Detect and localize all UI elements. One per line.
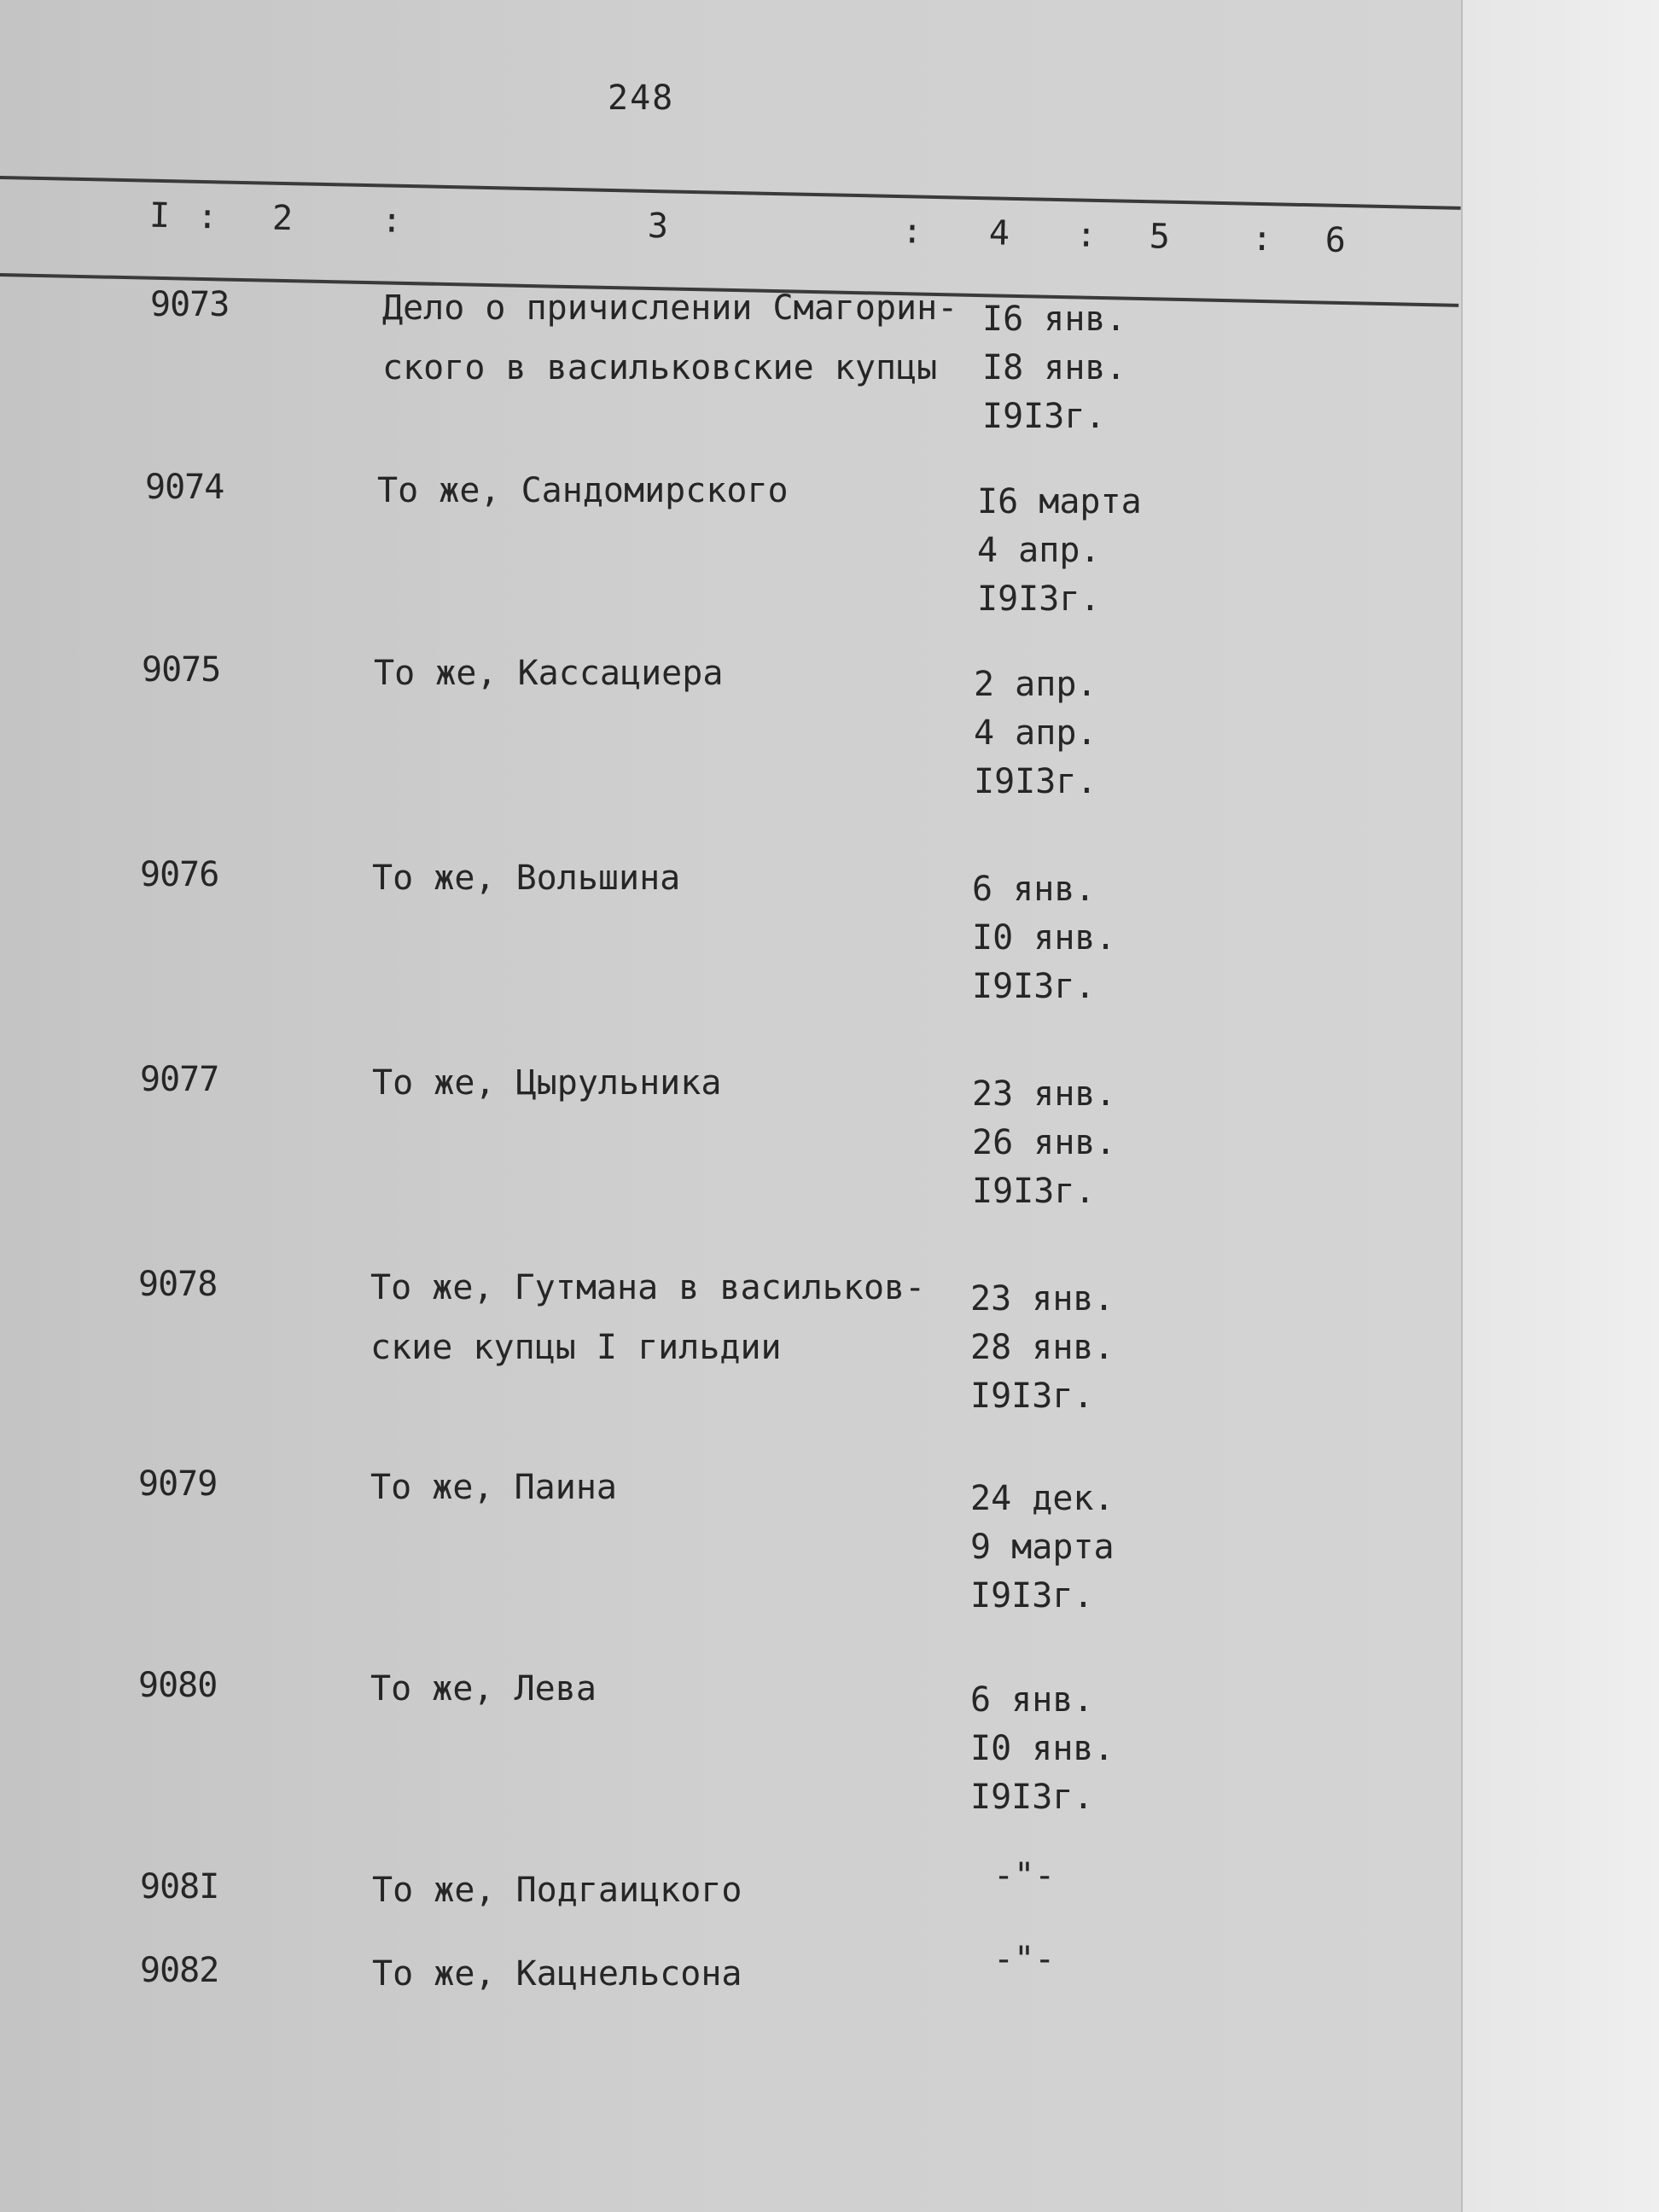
- record-date-line: I8 янв.: [982, 348, 1126, 387]
- record-number: 9078: [138, 1265, 218, 1304]
- record-title-line: То же, Цырульника: [372, 1063, 722, 1103]
- record-number: 9079: [138, 1464, 218, 1504]
- record-title: [370, 1258, 925, 1377]
- column-header-separator: :: [381, 201, 403, 241]
- page-number: 248: [608, 79, 675, 118]
- record-dates: [982, 295, 1126, 441]
- record-date-line: I0 янв.: [970, 1729, 1115, 1768]
- record-title: [370, 1458, 617, 1517]
- column-header-4: 4: [988, 213, 1010, 253]
- record-dates: [993, 1852, 1055, 1901]
- column-header-5: 5: [1149, 217, 1171, 257]
- record-number: 9075: [142, 650, 221, 690]
- record-date-line: 26 янв.: [972, 1123, 1116, 1162]
- record-dates: [977, 478, 1142, 624]
- record-date-line: 23 янв.: [972, 1074, 1116, 1114]
- column-header-1: I: [148, 195, 171, 236]
- record-number: 908I: [140, 1867, 219, 1906]
- record-title-line: То же, Паина: [370, 1468, 617, 1507]
- column-header-3: 3: [647, 206, 669, 247]
- record-date-line: 9 марта: [970, 1528, 1115, 1567]
- record-title-line: То же, Гутмана в васильков-: [370, 1268, 926, 1307]
- record-dates: [970, 1275, 1115, 1421]
- column-header-separator: :: [1251, 218, 1273, 259]
- record-date-line: 23 янв.: [970, 1279, 1115, 1318]
- record-date-line: 4 апр.: [974, 713, 1097, 753]
- record-date-line: I6 марта: [977, 482, 1142, 521]
- record-date-line: 6 янв.: [970, 1680, 1094, 1720]
- record-date-line: 2 апр.: [974, 665, 1097, 704]
- record-dates: [974, 661, 1097, 806]
- column-header-separator: :: [196, 196, 218, 237]
- record-date-line: 28 янв.: [970, 1328, 1115, 1367]
- record-title: [377, 461, 789, 521]
- record-title: [374, 643, 723, 703]
- record-date-line: -"-: [993, 1856, 1056, 1895]
- record-title-line: То же, Сандомирского: [377, 471, 789, 510]
- record-title: [372, 1860, 742, 1920]
- record-title: [372, 1053, 721, 1113]
- record-title-line: То же, Вольшина: [372, 859, 681, 898]
- record-number: 9076: [140, 855, 219, 894]
- record-date-line: I9I3г.: [970, 1576, 1094, 1615]
- record-number: 9073: [150, 285, 230, 324]
- record-title-line: То же, Кассациера: [374, 654, 724, 693]
- record-date-line: I0 янв.: [972, 918, 1116, 958]
- record-number: 9074: [145, 468, 224, 507]
- record-dates: [972, 1070, 1116, 1216]
- record-dates: [970, 1475, 1115, 1621]
- column-header-separator: :: [1075, 215, 1097, 255]
- record-dates: [972, 865, 1116, 1011]
- record-date-line: I9I3г.: [970, 1778, 1094, 1817]
- record-title-line: То же, Кацнельсона: [372, 1954, 742, 1994]
- record-date-line: -"-: [993, 1940, 1056, 1979]
- column-header-6: 6: [1324, 220, 1347, 261]
- record-date-line: 4 апр.: [977, 531, 1101, 570]
- record-dates: [993, 1936, 1055, 1984]
- record-date-line: I9I3г.: [970, 1377, 1094, 1416]
- record-date-line: I9I3г.: [974, 762, 1097, 801]
- column-header-separator: :: [901, 212, 923, 252]
- record-date-line: I6 янв.: [982, 300, 1126, 339]
- record-date-line: I9I3г.: [972, 1172, 1096, 1211]
- record-date-line: 24 дек.: [970, 1479, 1115, 1518]
- column-header-2: 2: [271, 198, 294, 239]
- record-title: [372, 1944, 742, 2004]
- record-dates: [970, 1676, 1115, 1822]
- record-date-line: I9I3г.: [972, 967, 1096, 1006]
- record-title-line: ские купцы I гильдии: [370, 1328, 782, 1367]
- record-date-line: I9I3г.: [977, 579, 1101, 619]
- record-date-line: I9I3г.: [982, 397, 1106, 436]
- record-number: 9077: [140, 1060, 219, 1099]
- record-number: 9080: [138, 1666, 218, 1705]
- record-title-line: То же, Подгаицкого: [372, 1871, 742, 1910]
- record-title: [372, 848, 680, 908]
- record-title-line: Дело о причислении Смагорин-: [382, 288, 958, 328]
- record-title-line: То же, Лева: [370, 1669, 597, 1708]
- record-title: [370, 1659, 597, 1719]
- record-title: [382, 278, 958, 398]
- record-title-line: ского в васильковские купцы: [382, 348, 938, 387]
- record-number: 9082: [140, 1951, 219, 1990]
- page-edge: [1461, 0, 1659, 2212]
- record-date-line: 6 янв.: [972, 870, 1096, 909]
